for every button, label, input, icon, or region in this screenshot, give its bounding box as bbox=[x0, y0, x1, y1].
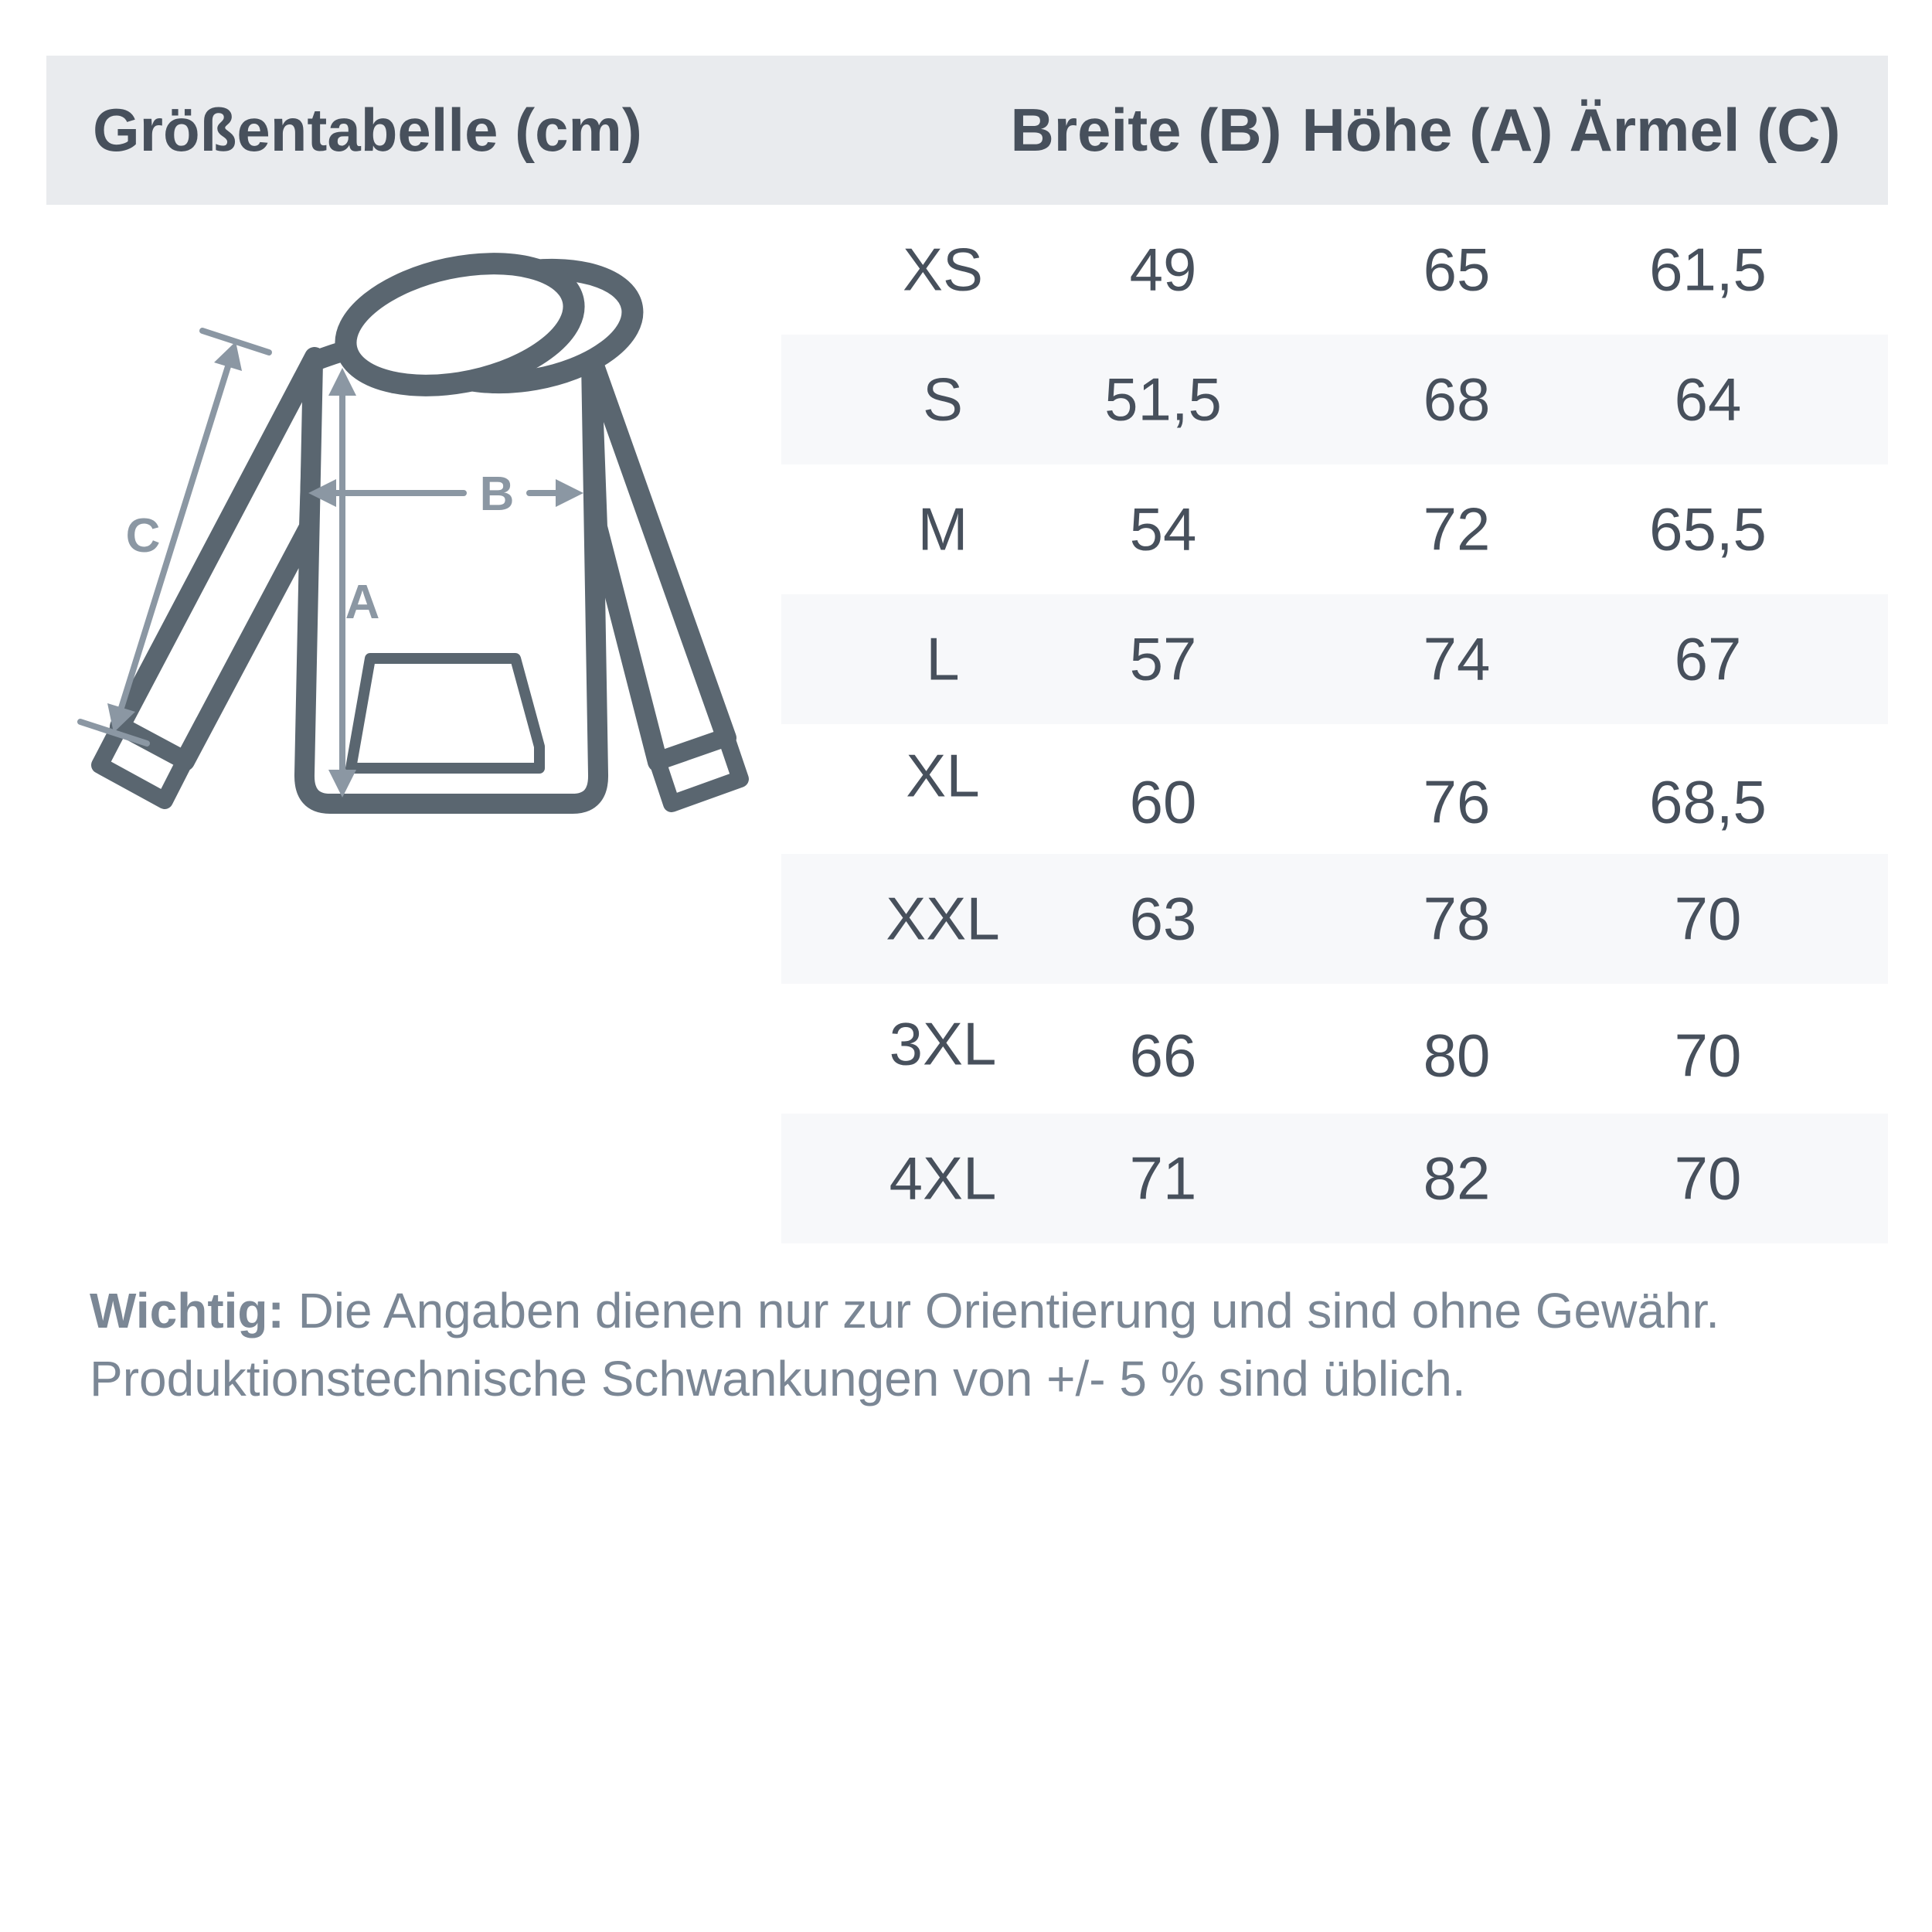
hoehe-value: 74 bbox=[1423, 624, 1491, 693]
label-b: B bbox=[479, 468, 515, 521]
breite-value: 54 bbox=[1129, 495, 1197, 563]
aermel-value: 70 bbox=[1674, 884, 1742, 953]
breite-value: 66 bbox=[1129, 1021, 1197, 1090]
size-label: XL bbox=[906, 741, 980, 810]
hoehe-value: 82 bbox=[1423, 1144, 1491, 1213]
kangaroo-pocket bbox=[351, 658, 539, 768]
breite-value: 57 bbox=[1129, 624, 1197, 693]
aermel-value: 65,5 bbox=[1649, 495, 1767, 563]
hoehe-value: 72 bbox=[1423, 495, 1491, 563]
breite-value: 49 bbox=[1129, 235, 1197, 304]
breite-value: 63 bbox=[1129, 884, 1197, 953]
footer-note-line1: Die Angaben dienen nur zur Orientierung und sind ohne Gewähr. bbox=[284, 1283, 1720, 1338]
hoehe-value: 68 bbox=[1423, 365, 1491, 434]
aermel-value: 70 bbox=[1674, 1144, 1742, 1213]
table-row bbox=[0, 984, 1932, 1114]
hoehe-value: 65 bbox=[1423, 235, 1491, 304]
table-row bbox=[0, 854, 1932, 984]
breite-value: 71 bbox=[1129, 1144, 1197, 1213]
size-label: XXL bbox=[886, 884, 1000, 953]
right-sleeve bbox=[591, 357, 726, 762]
size-label: 3XL bbox=[889, 1009, 997, 1078]
aermel-value: 67 bbox=[1674, 624, 1742, 693]
size-label: S bbox=[922, 365, 964, 434]
page-title: Größentabelle (cm) bbox=[93, 96, 642, 164]
aermel-value: 61,5 bbox=[1649, 235, 1767, 304]
column-header-breite: Breite (B) bbox=[1010, 96, 1282, 164]
table-row bbox=[0, 1114, 1932, 1243]
breite-value: 51,5 bbox=[1104, 365, 1222, 434]
hoehe-value: 80 bbox=[1423, 1021, 1491, 1090]
size-label: L bbox=[926, 624, 960, 693]
aermel-value: 70 bbox=[1674, 1021, 1742, 1090]
column-header-aermel: Ärmel (C) bbox=[1569, 96, 1841, 164]
aermel-value: 68,5 bbox=[1649, 767, 1767, 836]
size-label: XS bbox=[902, 235, 984, 304]
column-header-hoehe: Höhe (A) bbox=[1301, 96, 1553, 164]
size-label: 4XL bbox=[889, 1144, 997, 1213]
hoodie-outline bbox=[100, 244, 740, 804]
breite-value: 60 bbox=[1129, 767, 1197, 836]
hoehe-value: 76 bbox=[1423, 767, 1491, 836]
footer-note-line2: Produktionstechnische Schwankungen von +/- 5 % sind üblich. bbox=[90, 1351, 1466, 1406]
footer-note-bold: Wichtig: bbox=[90, 1283, 284, 1338]
hoehe-value: 78 bbox=[1423, 884, 1491, 953]
table-header bbox=[46, 56, 1888, 205]
aermel-value: 64 bbox=[1674, 365, 1742, 434]
label-c: C bbox=[125, 509, 161, 563]
hoodie-diagram bbox=[43, 193, 781, 858]
label-a: A bbox=[345, 576, 380, 629]
footer-note bbox=[90, 1277, 1883, 1413]
size-label: M bbox=[917, 495, 968, 563]
